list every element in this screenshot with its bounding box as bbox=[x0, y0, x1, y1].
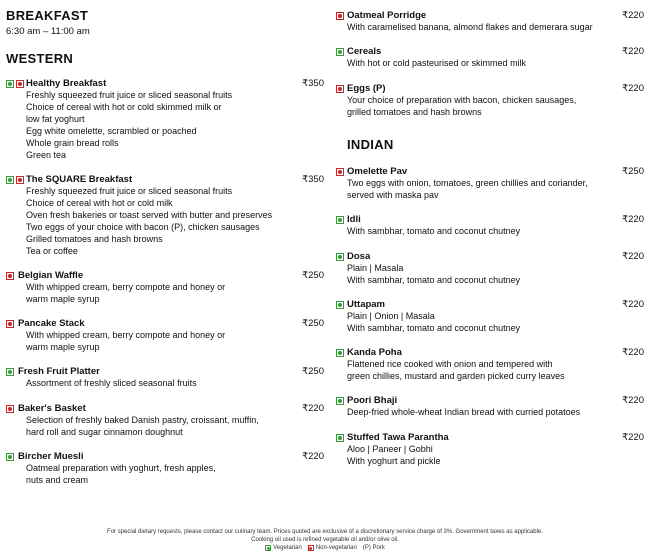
menu-item-name: Belgian Waffle bbox=[18, 270, 84, 281]
menu-item-price: ₹220 bbox=[302, 451, 324, 462]
diet-icons bbox=[6, 272, 14, 280]
menu-item-description: Your choice of preparation with bacon, chicken sausages, bbox=[347, 95, 577, 105]
menu-item-description: Assortment of freshly sliced seasonal fruits bbox=[26, 378, 197, 388]
legend-veg bbox=[265, 545, 302, 551]
diet-icons bbox=[336, 434, 344, 442]
footer-line-1: For special dietary requests, please contact our culinary team. Prices quoted are exclusive of a discretionary service charge of 3%. Government taxes as applicable. bbox=[107, 529, 543, 535]
diet-icons bbox=[336, 85, 344, 93]
veg-icon bbox=[6, 368, 14, 376]
menu-item-price: ₹220 bbox=[622, 395, 644, 406]
veg-icon bbox=[336, 48, 344, 56]
menu-item bbox=[6, 403, 324, 439]
menu-item-description: Whole grain bread rolls bbox=[26, 137, 119, 148]
diet-icons bbox=[336, 349, 344, 357]
menu-item-name: Idli bbox=[347, 214, 361, 225]
menu-item bbox=[336, 299, 644, 335]
veg-icon bbox=[336, 301, 344, 309]
menu-item-name: Dosa bbox=[347, 251, 371, 262]
footer-note bbox=[0, 529, 650, 544]
menu-item-header bbox=[336, 395, 644, 407]
diet-icons bbox=[336, 216, 344, 224]
menu-item-price: ₹250 bbox=[302, 318, 324, 329]
menu-item-description: Two eggs with onion, tomatoes, green chillies and coriander, bbox=[347, 178, 588, 188]
menu-item-name: Fresh Fruit Platter bbox=[18, 366, 100, 377]
legend-nonveg bbox=[308, 545, 357, 551]
menu-item-description: Plain | Masala bbox=[347, 263, 404, 273]
menu-item bbox=[336, 83, 644, 119]
menu-item-price: ₹220 bbox=[622, 432, 644, 443]
menu-item bbox=[336, 395, 644, 419]
menu-item-name: Stuffed Tawa Parantha bbox=[347, 432, 449, 443]
nonveg-icon bbox=[336, 168, 344, 176]
diet-icons bbox=[6, 80, 24, 88]
menu-item bbox=[336, 166, 644, 202]
veg-icon bbox=[336, 253, 344, 261]
menu-item bbox=[6, 318, 324, 354]
menu-item bbox=[336, 347, 644, 383]
nonveg-icon bbox=[336, 85, 344, 93]
menu-item-header bbox=[336, 347, 644, 359]
menu-item-header bbox=[6, 451, 324, 463]
diet-icons bbox=[336, 253, 344, 261]
menu-item-header bbox=[6, 366, 324, 378]
menu-item bbox=[6, 78, 324, 161]
menu-item-description: nuts and cream bbox=[26, 474, 89, 485]
nonveg-icon bbox=[6, 320, 14, 328]
menu-item-price: ₹250 bbox=[622, 166, 644, 177]
menu-item-header bbox=[6, 174, 324, 186]
menu-item-description: Two eggs of your choice with bacon (P), chicken sausages bbox=[26, 221, 260, 232]
menu-item-price: ₹220 bbox=[622, 251, 644, 262]
menu-item-header bbox=[6, 270, 324, 282]
menu-item-description: warm maple syrup bbox=[26, 293, 100, 304]
menu-item-description: hard roll and sugar cinnamon doughnut bbox=[26, 426, 183, 437]
menu-item-header bbox=[336, 251, 644, 263]
menu-item-description: warm maple syrup bbox=[26, 341, 100, 352]
veg-icon bbox=[6, 453, 14, 461]
menu-item-name: Kanda Poha bbox=[347, 347, 402, 358]
menu-item-description: grilled tomatoes and hash browns bbox=[347, 106, 482, 117]
nonveg-icon bbox=[308, 545, 314, 551]
veg-icon bbox=[336, 397, 344, 405]
menu-item-name: Omelette Pav bbox=[347, 166, 408, 177]
menu-item bbox=[336, 432, 644, 468]
menu-item-name: Eggs (P) bbox=[347, 83, 386, 94]
menu-item-description: Choice of cereal with hot or cold skimmed milk or bbox=[26, 101, 222, 112]
menu-item-name: Poori Bhaji bbox=[347, 395, 398, 406]
menu-item-price: ₹220 bbox=[622, 347, 644, 358]
nonveg-icon bbox=[16, 176, 24, 184]
menu-item-name: Bircher Muesli bbox=[18, 451, 84, 462]
legend-pork-label: (P) Pork bbox=[362, 545, 385, 551]
breakfast-hours: 6:30 am – 11:00 am bbox=[6, 26, 90, 37]
nonveg-icon bbox=[6, 405, 14, 413]
veg-icon bbox=[336, 216, 344, 224]
veg-icon bbox=[6, 80, 14, 88]
menu-item-price: ₹350 bbox=[302, 78, 324, 89]
veg-icon bbox=[265, 545, 271, 551]
diet-icons bbox=[336, 301, 344, 309]
diet-icons bbox=[6, 176, 24, 184]
diet-icons bbox=[6, 453, 14, 461]
menu-item-price: ₹250 bbox=[302, 366, 324, 377]
menu-item-description: With caramelised banana, almond flakes and demerara sugar bbox=[347, 22, 593, 32]
legend-pork bbox=[363, 545, 385, 551]
menu-item-description: served with maska pav bbox=[347, 189, 439, 200]
menu-item-description: With whipped cream, berry compote and honey or bbox=[26, 282, 226, 292]
menu-item-description: Freshly squeezed fruit juice or sliced seasonal fruits bbox=[26, 186, 233, 196]
menu-item-description: Oven fresh bakeries or toast served with butter and preserves bbox=[26, 209, 273, 220]
menu-item bbox=[6, 366, 324, 390]
footer-line-2: Cooking oil used is refined vegetable oil and/or olive oil. bbox=[251, 536, 399, 543]
diet-icons bbox=[336, 397, 344, 405]
menu-item-header bbox=[336, 83, 644, 95]
menu-item-description: With sambhar, tomato and coconut chutney bbox=[347, 226, 521, 236]
menu-item-header bbox=[336, 214, 644, 226]
menu-item-description: With sambhar, tomato and coconut chutney bbox=[347, 274, 521, 285]
menu-item-description: Grilled tomatoes and hash browns bbox=[26, 233, 163, 244]
veg-icon bbox=[6, 176, 14, 184]
diet-icons bbox=[336, 48, 344, 56]
legend-nonveg-label: Non-vegetarian bbox=[315, 545, 357, 551]
menu-item-price: ₹220 bbox=[622, 83, 644, 94]
diet-legend bbox=[0, 545, 650, 551]
nonveg-icon bbox=[336, 12, 344, 20]
menu-item-header bbox=[6, 318, 324, 330]
menu-item-header bbox=[336, 46, 644, 58]
menu-item-description: Aloo | Paneer | Gobhi bbox=[347, 444, 433, 454]
menu-item-header bbox=[6, 403, 324, 415]
section-western: WESTERN bbox=[6, 51, 74, 66]
menu-item-description: With whipped cream, berry compote and honey or bbox=[26, 330, 226, 340]
nonveg-icon bbox=[6, 272, 14, 280]
menu-item-header bbox=[336, 432, 644, 444]
menu-item-description: green chillies, mustard and garden picked curry leaves bbox=[347, 370, 565, 381]
menu-item bbox=[336, 251, 644, 287]
menu-item-price: ₹350 bbox=[302, 174, 324, 185]
menu-item-description: Egg white omelette, scrambled or poached bbox=[26, 125, 197, 136]
menu-item-name: Pancake Stack bbox=[18, 318, 85, 329]
menu-item-name: The SQUARE Breakfast bbox=[26, 174, 133, 185]
veg-icon bbox=[336, 434, 344, 442]
menu-item-description: Green tea bbox=[26, 149, 67, 160]
menu-item-description: Flattened rice cooked with onion and tempered with bbox=[347, 359, 553, 369]
menu-item-header bbox=[336, 10, 644, 22]
menu-item bbox=[6, 270, 324, 306]
diet-icons bbox=[336, 12, 344, 20]
menu-item-price: ₹220 bbox=[302, 403, 324, 414]
menu-item-description: Tea or coffee bbox=[26, 245, 78, 256]
diet-icons bbox=[6, 368, 14, 376]
menu-item bbox=[6, 451, 324, 487]
menu-item-name: Cereals bbox=[347, 46, 382, 57]
menu-item-name: Healthy Breakfast bbox=[26, 78, 107, 89]
section-indian: INDIAN bbox=[347, 137, 394, 152]
menu-item-header bbox=[336, 299, 644, 311]
menu-item-description: With yoghurt and pickle bbox=[347, 455, 441, 466]
menu-item-price: ₹250 bbox=[302, 270, 324, 281]
menu-item-price: ₹220 bbox=[622, 299, 644, 310]
menu-item-description: With hot or cold pasteurised or skimmed milk bbox=[347, 58, 527, 68]
menu-item bbox=[336, 10, 644, 34]
menu-item-price: ₹220 bbox=[622, 46, 644, 57]
menu-item-description: Selection of freshly baked Danish pastry, croissant, muffin, bbox=[26, 415, 259, 425]
menu-item-description: Choice of cereal with hot or cold milk bbox=[26, 197, 173, 208]
diet-icons bbox=[6, 320, 14, 328]
menu-item-description: Oatmeal preparation with yoghurt, fresh apples, bbox=[26, 463, 216, 473]
menu-item-description: low fat yoghurt bbox=[26, 113, 85, 124]
menu-item-name: Baker's Basket bbox=[18, 403, 86, 414]
diet-icons bbox=[336, 168, 344, 176]
veg-icon bbox=[336, 349, 344, 357]
nonveg-icon bbox=[16, 80, 24, 88]
diet-icons bbox=[6, 405, 14, 413]
breakfast-title: BREAKFAST bbox=[6, 8, 89, 23]
menu-item-description: Deep-fried whole-wheat Indian bread with curried potatoes bbox=[347, 407, 581, 417]
menu-item-description: Freshly squeezed fruit juice or sliced seasonal fruits bbox=[26, 90, 233, 100]
menu-item-name: Uttapam bbox=[347, 299, 386, 310]
menu-item-description: Plain | Onion | Masala bbox=[347, 311, 435, 321]
menu-item-header bbox=[336, 166, 644, 178]
menu-item-header bbox=[6, 78, 324, 90]
menu-item-name: Oatmeal Porridge bbox=[347, 10, 427, 21]
menu-item-price: ₹220 bbox=[622, 214, 644, 225]
menu-item-description: With sambhar, tomato and coconut chutney bbox=[347, 322, 521, 333]
legend-veg-label: Vegetarian bbox=[273, 545, 302, 551]
menu-item bbox=[336, 214, 644, 238]
menu-item bbox=[6, 174, 324, 257]
menu-item bbox=[336, 46, 644, 70]
menu-item-price: ₹220 bbox=[622, 10, 644, 21]
